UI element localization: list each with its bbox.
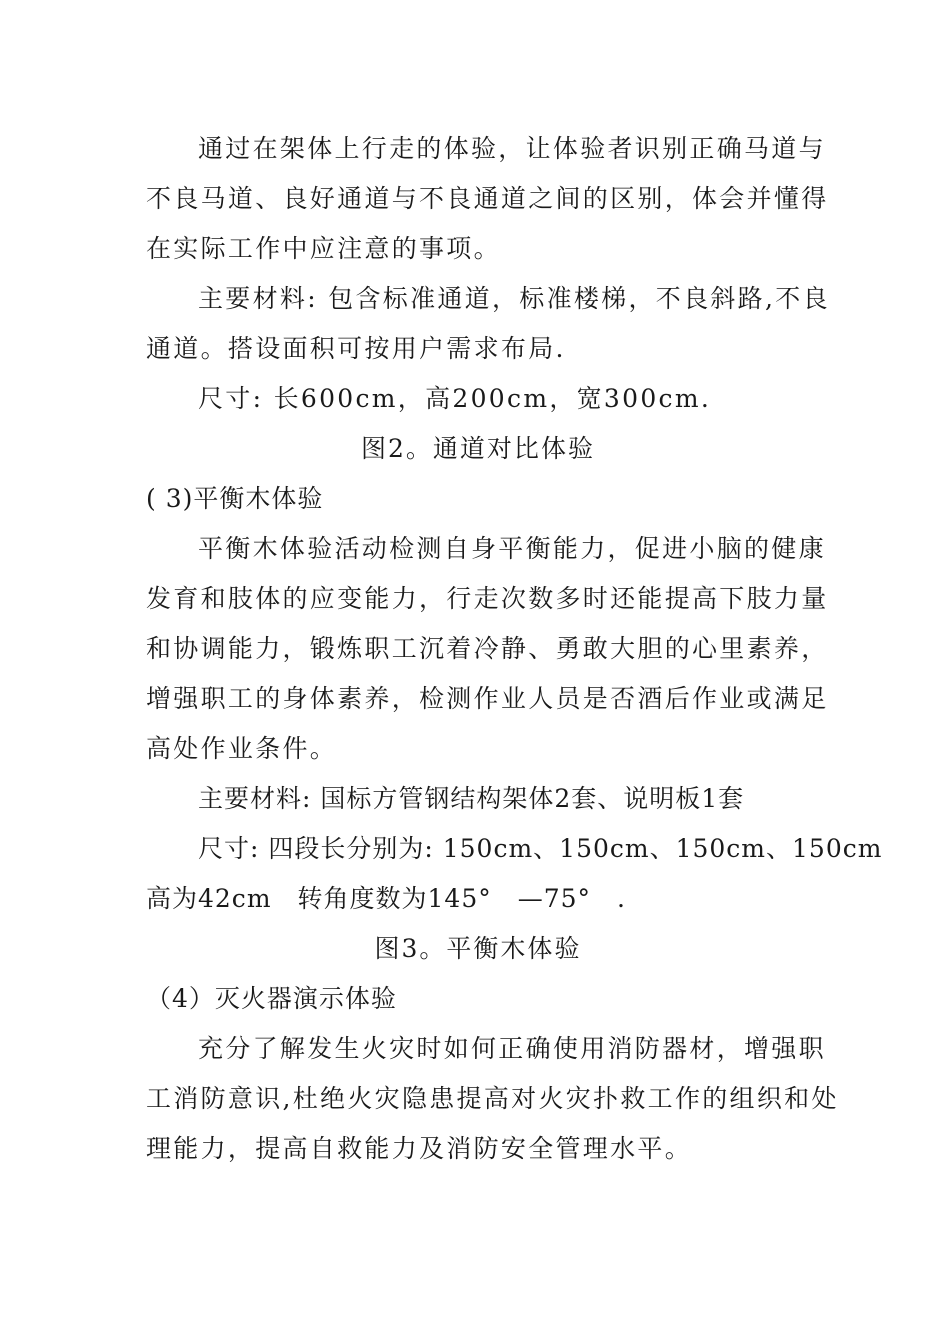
document-body <box>146 124 883 1174</box>
figure-caption: 图2。通道对比体验 <box>361 434 595 463</box>
figure-caption: 图3。平衡木体验 <box>374 934 582 963</box>
paragraph-line: 平衡木体验活动检测自身平衡能力，促进小脑的健康 <box>198 534 826 563</box>
paragraph-line: 理能力，提高自救能力及消防安全管理水平。 <box>146 1134 693 1163</box>
materials-line: 主要材料: 包含标准通道，标准楼梯，不良斜路,不良 <box>198 284 830 313</box>
paragraph-line: 增强职工的身体素养，检测作业人员是否酒后作业或满足 <box>146 684 829 713</box>
paragraph-line: 工消防意识,杜绝火灾隐患提高对火灾扑救工作的组织和处 <box>146 1084 839 1113</box>
size-line: 尺寸: 长600cm，高200cm，宽300cm. <box>198 384 712 413</box>
size-line: 高为42cm 转角度数为145° —75° . <box>146 884 626 913</box>
section-heading: （4）灭火器演示体验 <box>146 984 397 1013</box>
paragraph-line: 在实际工作中应注意的事项。 <box>146 234 501 263</box>
paragraph-line: 和协调能力，锻炼职工沉着冷静、勇敢大胆的心里素养， <box>146 634 829 663</box>
size-line: 尺寸: 四段长分别为: 150cm、150cm、150cm、150cm <box>198 834 883 863</box>
section-heading: ( 3)平衡木体验 <box>146 484 324 513</box>
paragraph-line: 通过在架体上行走的体验，让体验者识别正确马道与 <box>198 134 826 163</box>
paragraph-line: 不良马道、良好通道与不良通道之间的区别，体会并懂得 <box>146 184 829 213</box>
materials-line: 通道。搭设面积可按用户需求布局. <box>146 334 566 363</box>
materials-line: 主要材料: 国标方管钢结构架体2套、说明板1套 <box>198 784 745 813</box>
paragraph-line: 高处作业条件。 <box>146 734 338 763</box>
paragraph-line: 发育和肢体的应变能力，行走次数多时还能提高下肢力量 <box>146 584 829 613</box>
paragraph-line: 充分了解发生火灾时如何正确使用消防器材，增强职 <box>198 1034 826 1063</box>
